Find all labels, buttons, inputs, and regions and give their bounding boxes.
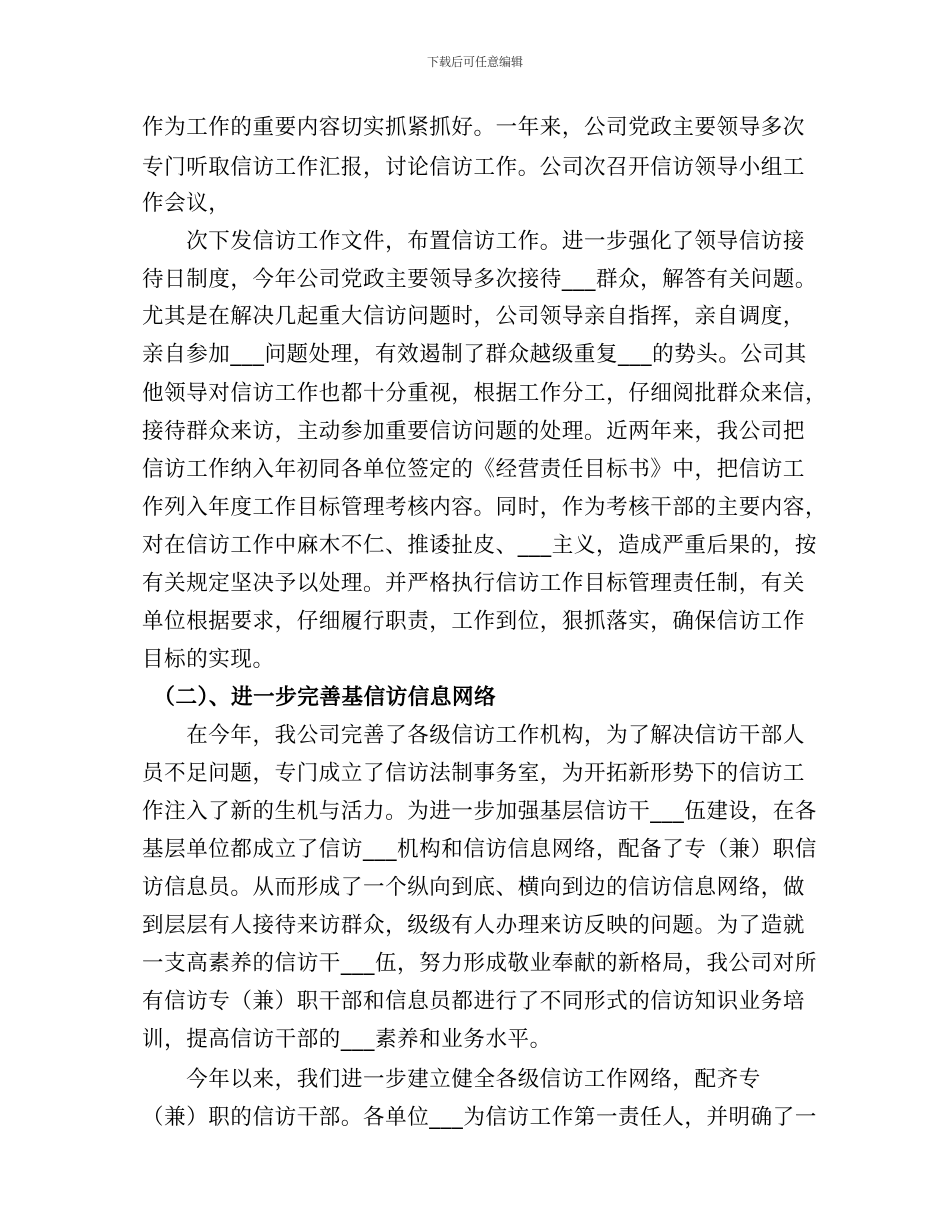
text-line: 有关规定坚决予以处理。并严格执行信访工作目标管理责任制，有关 xyxy=(142,571,806,596)
text-line: 访信息员。从而形成了一个纵向到底、横向到边的信访信息网络，做 xyxy=(142,875,806,900)
text-line: 作列入年度工作目标管理考核内容。同时，作为考核干部的主要内容， xyxy=(142,495,828,520)
page-header: 下载后可任意编辑 xyxy=(426,55,523,69)
text-line: 在今年，我公司完善了各级信访工作机构，为了解决信访干部人 xyxy=(142,723,806,748)
text-line: 今年以来，我们进一步建立健全各级信访工作网络，配齐专 xyxy=(142,1067,761,1092)
text-line: 一支高素养的信访干___伍，努力形成敬业奉献的新格局，我公司对所 xyxy=(142,951,817,976)
text-line: 待日制度，今年公司党政主要领导多次接待___群众，解答有关问题。 xyxy=(142,267,817,292)
text-line: 接待群众来访，主动参加重要信访问题的处理。近两年来，我公司把 xyxy=(142,419,806,444)
text-line: 目标的实现。 xyxy=(142,647,275,672)
section-heading: （二）、进一步完善基信访信息网络 xyxy=(142,685,497,710)
text-line: 他领导对信访工作也都十分重视，根据工作分工，仔细阅批群众来信， xyxy=(142,381,828,406)
text-line: 次下发信访工作文件，布置信访工作。进一步强化了领导信访接 xyxy=(142,229,806,254)
text-line: 基层单位都成立了信访___机构和信访信息网络，配备了专（兼）职信 xyxy=(142,837,817,862)
text-line: 有信访专（兼）职干部和信息员都进行了不同形式的信访知识业务培 xyxy=(142,989,806,1014)
text-line: 员不足问题，专门成立了信访法制事务室，为开拓新形势下的信访工 xyxy=(142,761,806,786)
text-line: 尤其是在解决几起重大信访问题时，公司领导亲自指挥，亲自调度， xyxy=(142,304,806,329)
text-line: （兼）职的信访干部。各单位___为信访工作第一责任人，并明确了一 xyxy=(142,1105,817,1130)
text-line: 作会议， xyxy=(142,191,231,216)
text-line: 单位根据要求，仔细履行职责，工作到位，狠抓落实，确保信访工作 xyxy=(142,609,806,634)
text-line: 对在信访工作中麻木不仁、推诿扯皮、___主义，造成严重后果的，按 xyxy=(142,533,817,558)
text-line: 亲自参加___问题处理，有效遏制了群众越级重复___的势头。公司其 xyxy=(142,342,807,367)
text-line: 专门听取信访工作汇报，讨论信访工作。公司次召开信访领导小组工 xyxy=(142,155,806,180)
text-line: 信访工作纳入年初同各单位签定的《经营责任目标书》中，把信访工 xyxy=(142,457,806,482)
text-line: 训，提高信访干部的___素养和业务水平。 xyxy=(142,1027,552,1052)
text-line: 作注入了新的生机与活力。为进一步加强基层信访干___伍建设，在各 xyxy=(142,799,817,824)
text-line: 作为工作的重要内容切实抓紧抓好。一年来，公司党政主要领导多次 xyxy=(142,115,806,140)
text-line: 到层层有人接待来访群众，级级有人办理来访反映的问题。为了造就 xyxy=(142,913,806,938)
